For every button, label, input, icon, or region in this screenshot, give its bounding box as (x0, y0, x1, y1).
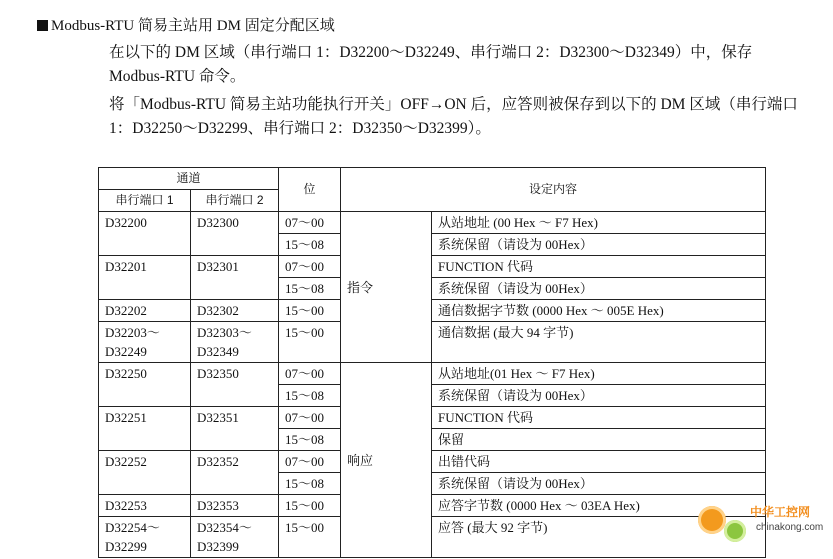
cell-desc: 从站地址(01 Hex ～ F7 Hex) (432, 363, 766, 385)
table-row (99, 212, 766, 234)
header-bit: 位 (279, 168, 341, 212)
cell-port2 (191, 517, 279, 558)
cell-port1: D32201 (99, 256, 191, 300)
site-watermark (698, 498, 828, 554)
header-port1: 串行端口 1 (99, 190, 191, 212)
cell-port1: D32252 (99, 451, 191, 495)
cell-port1 (99, 517, 191, 558)
cell-port2: D32301 (191, 256, 279, 300)
cell-bit: 07～00 (279, 256, 341, 278)
header-channel: 通道 (99, 168, 279, 190)
cell-bit: 07～00 (279, 212, 341, 234)
cell-port2: D32350 (191, 363, 279, 407)
cell-bit: 07～00 (279, 451, 341, 473)
watermark-url: chinakong.com (756, 522, 824, 533)
table-row (99, 256, 766, 278)
paragraph-response-area: 将「Modbus-RTU 简易主站功能执行开关」OFF→ON 后，应答则被保存到以下的 DM 区域（串行端口 1：D32250～D32299、串行端口 2：D32350～D32399）。 (109, 96, 798, 137)
table-row (99, 517, 766, 558)
cell-port1: D32251 (99, 407, 191, 451)
table-header-row (99, 168, 766, 190)
cell-port1: D32200 (99, 212, 191, 256)
orange-gear-icon (698, 506, 726, 534)
cell-bit: 15～08 (279, 473, 341, 495)
cell-port1-start: D32203～ (105, 325, 160, 340)
cell-port1-start: D32254～ (105, 520, 160, 535)
cell-bit: 15～08 (279, 429, 341, 451)
cell-bit: 07～00 (279, 407, 341, 429)
paragraph-command-area: 在以下的 DM 区域（串行端口 1：D32200～D32249、串行端口 2：D32300～D32349）中，保存 Modbus-RTU 命令。 (109, 44, 753, 85)
cell-port1 (99, 322, 191, 363)
cell-port2: D32352 (191, 451, 279, 495)
section-heading (37, 15, 335, 37)
cell-port2: D32353 (191, 495, 279, 517)
cell-bit: 15～08 (279, 385, 341, 407)
cell-desc: 出错代码 (432, 451, 766, 473)
cell-port1: D32250 (99, 363, 191, 407)
cell-desc: 通信数据 (最大 94 字节) (432, 322, 766, 363)
cell-port2-start: D32354～ (197, 520, 252, 535)
cell-desc: 系统保留（请设为 00Hex） (432, 234, 766, 256)
cell-desc: 应答 (最大 92 字节) (432, 517, 766, 558)
table-row (99, 451, 766, 473)
cell-group-command: 指令 (341, 212, 432, 363)
cell-desc: 保留 (432, 429, 766, 451)
cell-desc: 系统保留（请设为 00Hex） (432, 473, 766, 495)
cell-port1-end: D32299 (105, 539, 147, 554)
cell-port2-end: D32349 (197, 344, 239, 359)
cell-desc: 系统保留（请设为 00Hex） (432, 278, 766, 300)
cell-port2-start: D32303～ (197, 325, 252, 340)
cell-bit: 15～00 (279, 495, 341, 517)
cell-desc: 通信数据字节数 (0000 Hex ～ 005E Hex) (432, 300, 766, 322)
table-row (99, 300, 766, 322)
cell-desc: 系统保留（请设为 00Hex） (432, 385, 766, 407)
cell-desc: FUNCTION 代码 (432, 256, 766, 278)
cell-port2 (191, 322, 279, 363)
cell-port2-end: D32399 (197, 539, 239, 554)
section-heading-text: Modbus-RTU 简易主站用 DM 固定分配区域 (51, 18, 335, 34)
cell-bit: 15～08 (279, 234, 341, 256)
cell-bit: 15～00 (279, 517, 341, 558)
cell-bit: 15～00 (279, 300, 341, 322)
cell-desc: 从站地址 (00 Hex ～ F7 Hex) (432, 212, 766, 234)
cell-bit: 07～00 (279, 363, 341, 385)
cell-desc: FUNCTION 代码 (432, 407, 766, 429)
table-row (99, 322, 766, 363)
cell-port1: D32202 (99, 300, 191, 322)
header-port2: 串行端口 2 (191, 190, 279, 212)
cell-desc: 应答字节数 (0000 Hex ～ 03EA Hex) (432, 495, 766, 517)
table-row (99, 407, 766, 429)
square-bullet-icon (37, 20, 48, 31)
green-gear-icon (724, 520, 746, 542)
cell-port2: D32300 (191, 212, 279, 256)
cell-bit: 15～00 (279, 322, 341, 363)
dm-allocation-table (98, 167, 766, 558)
cell-bit: 15～08 (279, 278, 341, 300)
cell-port1-end: D32249 (105, 344, 147, 359)
header-content: 设定内容 (341, 168, 766, 212)
cell-port1: D32253 (99, 495, 191, 517)
table-row (99, 363, 766, 385)
cell-port2: D32351 (191, 407, 279, 451)
cell-group-response: 响应 (341, 363, 432, 558)
watermark-title: 中华工控网 (750, 505, 811, 519)
table-row (99, 495, 766, 517)
cell-port2: D32302 (191, 300, 279, 322)
